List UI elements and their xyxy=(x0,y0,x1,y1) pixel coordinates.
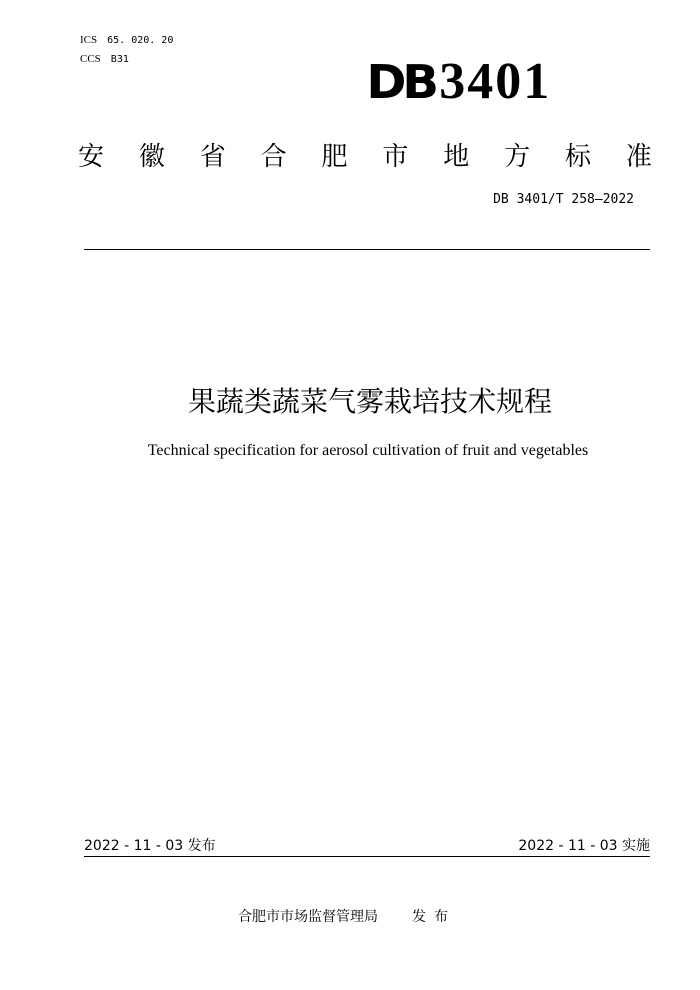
ics-classification xyxy=(80,34,173,46)
standard-type-char: 市 xyxy=(382,142,409,172)
top-divider xyxy=(84,249,650,250)
standard-number: DB 3401/T 258—2022 xyxy=(493,192,634,207)
standard-type-heading xyxy=(78,136,652,173)
standard-type-char: 省 xyxy=(199,142,226,172)
standard-type-char: 方 xyxy=(504,142,531,172)
ccs-classification xyxy=(80,53,129,65)
standard-type-char: 准 xyxy=(625,142,652,172)
ics-code: 65. 020. 20 xyxy=(107,35,174,46)
standard-mark xyxy=(366,53,552,110)
standard-type-char: 地 xyxy=(443,142,470,172)
standard-mark-letters: DB xyxy=(366,55,435,109)
publisher xyxy=(238,906,456,926)
ccs-label: CCS xyxy=(80,53,101,65)
publisher-verb: 发布 xyxy=(412,909,456,925)
issue-date: 2022 - 11 - 03 发布 xyxy=(84,838,216,854)
standard-type-char: 徽 xyxy=(138,142,165,172)
ics-label: ICS xyxy=(80,34,98,46)
ccs-code: B31 xyxy=(110,54,129,65)
standard-type-char: 标 xyxy=(565,142,592,172)
standard-type-char: 合 xyxy=(260,142,287,172)
publisher-name: 合肥市市场监督管理局 xyxy=(238,909,378,925)
title-english: Technical specification for aerosol cultivation of fruit and vegetables xyxy=(147,442,589,459)
standard-type-char: 安 xyxy=(78,142,105,172)
bottom-divider xyxy=(84,856,650,857)
standard-type-char: 肥 xyxy=(321,142,348,172)
standard-mark-number: 3401 xyxy=(439,53,552,110)
title-chinese: 果蔬类蔬菜气雾栽培技术规程 xyxy=(187,385,552,418)
implementation-date: 2022 - 11 - 03 实施 xyxy=(518,838,650,854)
